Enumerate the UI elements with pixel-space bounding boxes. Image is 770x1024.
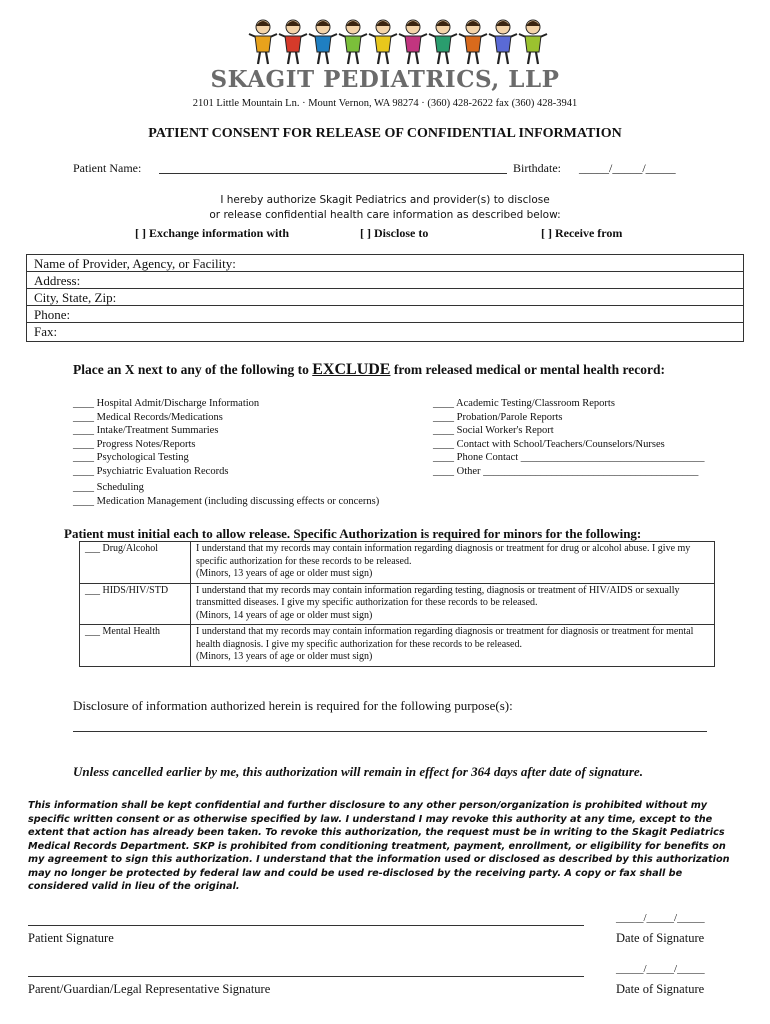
exclude-item[interactable]: ____ Intake/Treatment Summaries [73,425,219,436]
checkbox-receive[interactable]: [ ] Receive from [541,226,623,240]
table-row [80,583,715,625]
kid-figure [339,20,367,64]
auth-note: (Minors, 14 years of age or older must sign) [196,609,373,621]
birthdate-field[interactable]: _____/_____/_____ [579,161,676,175]
authorize-line-2: or release confidential health care information as described below: [209,209,561,221]
exclude-heading: Place an X next to any of the following to EXCLUDE from released medical or mental health record: [73,361,666,378]
auth-initial-mental[interactable]: ___ Mental Health [80,625,191,667]
kid-figure [489,20,517,64]
exclude-item[interactable]: ____ Academic Testing/Classroom Reports [433,398,615,409]
exclude-list-right [433,397,705,478]
must-initial-heading: Patient must initial each to allow release. Specific Authorization is required for minors for the following: [64,526,642,541]
kids-logo-icon [248,18,548,66]
purpose-label: Disclosure of information authorized herein is required for the following purpose(s): [73,698,513,713]
patient-name-label: Patient Name: [73,161,142,175]
exclude-item[interactable]: ____ Phone Contact ___________________________________ [433,452,705,463]
exclude-item[interactable]: ____ Other _________________________________________ [433,465,699,477]
table-row [80,625,715,667]
validity-statement: Unless cancelled earlier by me, this authorization will remain in effect for 364 days after date of signature. [73,764,643,779]
guardian-signature-date-field[interactable]: _____/_____/_____ [616,963,705,975]
birthdate-label: Birthdate: [513,161,561,175]
exclude-item[interactable]: ____ Scheduling [73,482,144,493]
checkbox-disclose[interactable]: [ ] Disclose to [360,226,429,240]
purpose-field[interactable] [73,731,707,732]
exclude-item[interactable]: ____ Psychiatric Evaluation Records [73,465,229,477]
auth-note: (Minors, 13 years of age or older must sign) [196,651,373,662]
provider-fax-field[interactable]: Fax: [34,324,58,339]
exclude-list-left [73,397,379,508]
exclude-item[interactable]: ____ Probation/Parole Reports [433,411,563,423]
kid-figure [399,20,427,64]
provider-address-field[interactable]: Address: [27,272,743,289]
patient-signature-date-field[interactable]: _____/_____/_____ [616,912,705,924]
kid-figure [459,20,487,64]
provider-city-field[interactable]: City, State, Zip: [27,289,743,306]
checkbox-exchange[interactable]: [ ] Exchange information with [135,226,289,240]
table-row [80,542,715,584]
exclude-word: EXCLUDE [312,361,391,378]
exclude-item[interactable]: ____ Social Worker's Report [433,425,554,436]
fine-print: This information shall be kept confidential and further disclosure to any other person/organization is prohibited without my specific written consent or as otherwise specified by law. I understand I may revoke this authority at any time, except to the extent that action has already been taken. To revoke this authorization, the request must be in writing to the Skagit Pediatrics Medical Records Department. SKP is prohibited from conditioning treatment, payment, enrollment, or eligibility for benefits on my agreement to sign this authorization. I understand that the information used or disclosed as described by this authorization may no longer be protected by federal law and could be used re-disclosed by the receiving party. A copy or fax shall be considered valid in lieu of the original. [28,800,730,892]
patient-signature-label: Patient Signature [28,931,114,945]
kid-figure [279,20,307,64]
exclude-item[interactable]: ____ Progress Notes/Reports [73,438,196,450]
auth-text: I understand that my records may contain information regarding diagnosis or treatment for diagnosis or treatment for mental health diagnosis. I give my specific authorization for these records to be released. [196,626,694,650]
kid-figure [369,20,397,64]
guardian-date-label: Date of Signature [616,982,705,996]
patient-name-row [73,161,713,176]
authorize-line-1: I hereby authorize Skagit Pediatrics and provider(s) to disclose [220,194,550,206]
exclude-item[interactable]: ____ Hospital Admit/Discharge Information [73,398,260,409]
auth-note: (Minors, 13 years of age or older must sign) [196,568,373,579]
patient-name-field[interactable] [159,173,507,174]
provider-phone-field[interactable]: Phone: [27,306,743,323]
auth-initial-drug[interactable]: ___ Drug/Alcohol [80,542,191,584]
auth-text: I understand that my records may contain information regarding diagnosis or treatment for drug or alcohol abuse. I give my specific authorization for these records to be released. [196,543,691,567]
auth-text: I understand that my records may contain information regarding testing, diagnosis or treatment of HIV/AIDS or sexually transmitted diseases. I give my specific authorization for these records to be released. [196,584,680,608]
guardian-signature-label: Parent/Guardian/Legal Representative Signature [28,982,271,996]
clinic-address: 2101 Little Mountain Ln. · Mount Vernon, WA 98274 · (360) 428-2622 fax (360) 428-3941 [192,98,578,109]
exclude-item[interactable]: ____ Medication Management (including discussing effects or concerns) [73,495,380,507]
form-title: PATIENT CONSENT FOR RELEASE OF CONFIDENTIAL INFORMATION [148,126,622,141]
exclude-item[interactable]: ____ Medical Records/Medications [73,411,223,423]
logo-name: SKAGIT PEDIATRICS, LLP [210,66,560,93]
kid-figure [519,20,547,64]
kid-figure [249,20,277,64]
kid-figure [429,20,457,64]
kid-figure [309,20,337,64]
auth-initial-hiv[interactable]: ___ HIDS/HIV/STD [80,583,191,625]
guardian-signature-field[interactable] [28,976,584,977]
provider-box [26,254,744,342]
patient-signature-field[interactable] [28,925,584,926]
patient-date-label: Date of Signature [616,931,705,945]
exclude-item[interactable]: ____ Psychological Testing [73,452,189,463]
provider-name-field[interactable]: Name of Provider, Agency, or Facility: [27,255,743,272]
authorization-table [79,541,715,667]
exclude-item[interactable]: ____ Contact with School/Teachers/Counselors/Nurses [433,438,665,450]
